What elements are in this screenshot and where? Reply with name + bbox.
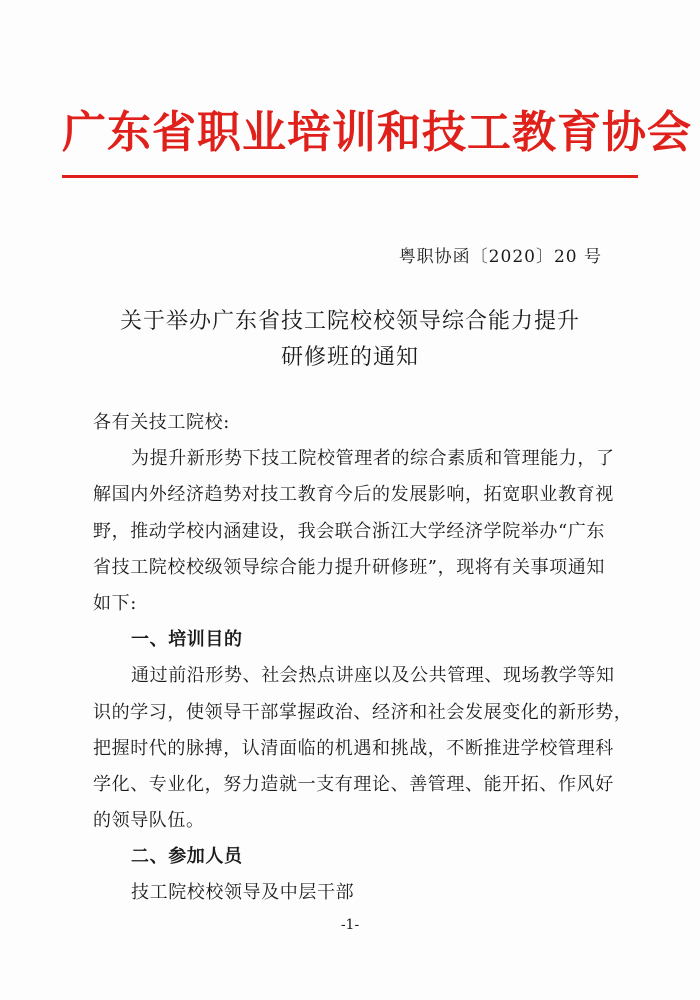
document-number: 粤职协函〔2020〕20 号 <box>398 247 602 267</box>
section-heading-participants: 二、参加人员 <box>131 846 243 868</box>
section1-line: 学化、专业化，努力造就一支有理论、善管理、能开拓、作风好 <box>93 773 614 795</box>
section1-line: 识的学习，使领导干部掌握政治、经济和社会发展变化的新形势， <box>93 701 633 723</box>
document-title-line-1: 关于举办广东省技工院校校领导综合能力提升 <box>119 309 580 334</box>
intro-line: 解国内外经济趋势对技工教育今后的发展影响，拓宽职业教育视 <box>93 484 614 506</box>
salutation: 各有关技工院校: <box>93 412 230 433</box>
intro-line: 为提升新形势下技工院校管理者的综合素质和管理能力，了 <box>131 448 615 470</box>
document-title-line-2: 研修班的通知 <box>280 345 419 370</box>
section1-line: 的领导队伍。 <box>93 810 205 832</box>
document-title <box>100 304 600 376</box>
intro-line: 野，推动学校内涵建设，我会联合浙江大学经济学院举办“广东 <box>93 520 605 542</box>
letterhead-organization: 广东省职业培训和技工教育协会 <box>62 107 692 158</box>
intro-line: 如下: <box>93 592 137 614</box>
section2-line: 技工院校校领导及中层干部 <box>131 882 355 904</box>
page-number: -1- <box>340 917 360 933</box>
section1-line: 把握时代的脉搏，认清面临的机遇和挑战，不断推进学校管理科 <box>93 737 614 759</box>
section1-line: 通过前沿形势、社会热点讲座以及公共管理、现场教学等知 <box>131 665 615 687</box>
section-heading-training-purpose: 一、培训目的 <box>131 629 243 651</box>
intro-line: 省技工院校校级领导综合能力提升研修班”，现将有关事项通知 <box>93 556 605 578</box>
letterhead-red-rule <box>62 175 638 178</box>
document-body <box>93 405 633 912</box>
